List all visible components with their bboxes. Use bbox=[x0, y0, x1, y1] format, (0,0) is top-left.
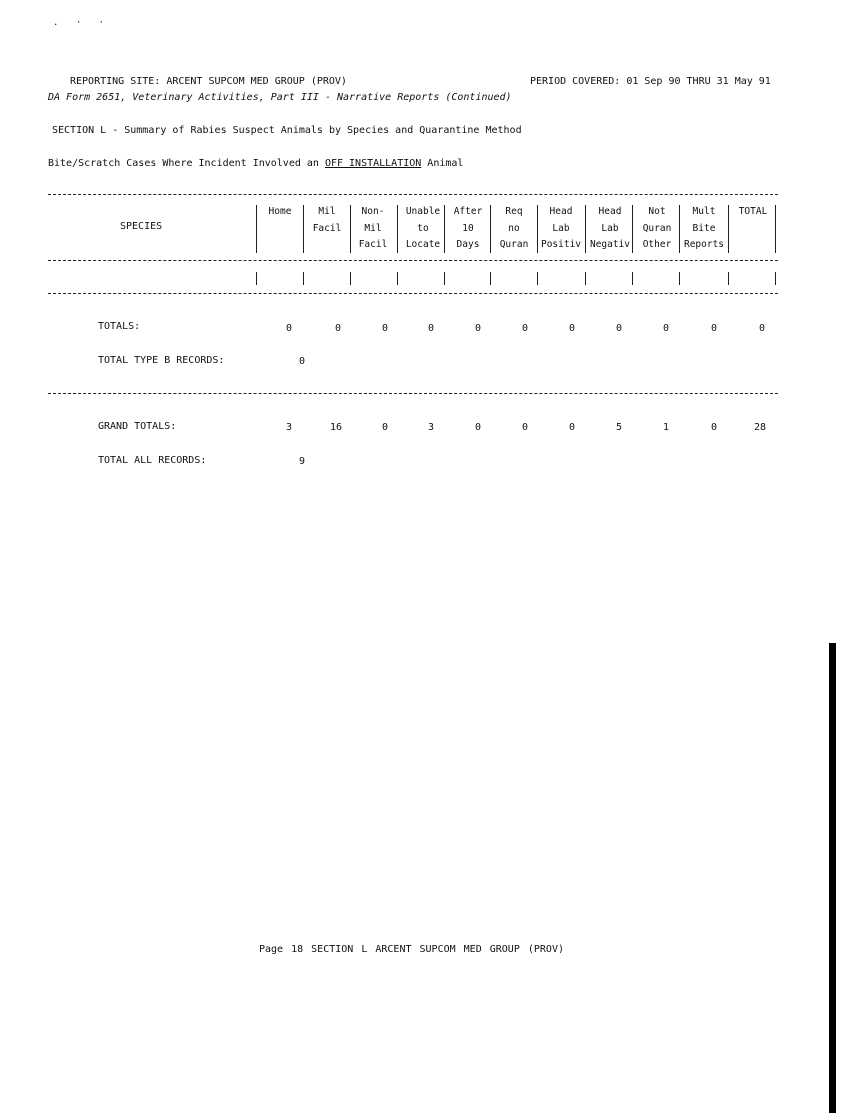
column-separator bbox=[303, 205, 304, 253]
col-home: Home bbox=[268, 206, 292, 217]
row-separator bbox=[350, 272, 351, 285]
grand-after-10-days: 0 bbox=[474, 422, 482, 433]
column-separator bbox=[350, 205, 351, 253]
row-separator bbox=[490, 272, 491, 285]
column-separator bbox=[632, 205, 633, 253]
grand-mult-bite-reports: 0 bbox=[710, 422, 718, 433]
totals-mil-facil: 0 bbox=[334, 323, 342, 334]
totals-req-no-quran: 0 bbox=[521, 323, 529, 334]
col-after-10-days: After 10 Days bbox=[453, 206, 483, 250]
totals-total: 0 bbox=[758, 323, 766, 334]
totals-mult-bite-reports: 0 bbox=[710, 323, 718, 334]
divider-top bbox=[48, 194, 778, 195]
totals-not-quran-other: 0 bbox=[662, 323, 670, 334]
row-separator bbox=[444, 272, 445, 285]
subtitle bbox=[48, 158, 463, 169]
totals-unable-to-locate: 0 bbox=[427, 323, 435, 334]
divider-rows-bottom bbox=[48, 293, 778, 294]
species-header: SPECIES bbox=[120, 221, 163, 232]
grand-mil-facil: 16 bbox=[329, 422, 343, 433]
divider-header-bottom bbox=[48, 260, 778, 261]
grand-home: 3 bbox=[285, 422, 293, 433]
totals-home: 0 bbox=[285, 323, 293, 334]
row-separator bbox=[537, 272, 538, 285]
row-separator bbox=[775, 272, 776, 285]
col-mult-bite-reports: Mult Bite Reports bbox=[683, 206, 725, 250]
row-separator bbox=[728, 272, 729, 285]
col-req-no-quran: Req no Quran bbox=[499, 206, 529, 250]
grand-head-lab-negativ: 5 bbox=[615, 422, 623, 433]
row-separator bbox=[632, 272, 633, 285]
totals-after-10-days: 0 bbox=[474, 323, 482, 334]
col-head-lab-negativ: Head Lab Negativ bbox=[589, 206, 631, 250]
section-title: SECTION L - Summary of Rabies Suspect Animals by Species and Quarantine Method bbox=[52, 125, 522, 136]
col-mil-facil: Mil Facil bbox=[312, 206, 342, 234]
column-separator bbox=[256, 205, 257, 253]
row-separator bbox=[256, 272, 257, 285]
subtitle-underlined: OFF INSTALLATION bbox=[324, 158, 422, 169]
row-separator bbox=[679, 272, 680, 285]
row-separator bbox=[585, 272, 586, 285]
totals-non-mil-facil: 0 bbox=[381, 323, 389, 334]
grand-not-quran-other: 1 bbox=[662, 422, 670, 433]
reporting-site: REPORTING SITE: ARCENT SUPCOM MED GROUP (PROV) bbox=[70, 76, 347, 87]
column-separator bbox=[397, 205, 398, 253]
subtitle-suffix: Animal bbox=[421, 158, 464, 169]
column-separator bbox=[585, 205, 586, 253]
col-not-quran-other: Not Quran Other bbox=[642, 206, 672, 250]
grand-req-no-quran: 0 bbox=[521, 422, 529, 433]
total-all-records-label: TOTAL ALL RECORDS: bbox=[98, 455, 207, 466]
col-unable-to-locate: Unable to Locate bbox=[405, 206, 441, 250]
scan-edge-bar bbox=[829, 643, 836, 1113]
grand-totals-label: GRAND TOTALS: bbox=[98, 421, 177, 432]
period-covered: PERIOD COVERED: 01 Sep 90 THRU 31 May 91 bbox=[530, 76, 771, 87]
form-title: DA Form 2651, Veterinary Activities, Part III - Narrative Reports (Continued) bbox=[48, 92, 512, 103]
divider-grand bbox=[48, 393, 778, 394]
total-type-b-value: 0 bbox=[298, 356, 306, 367]
column-separator bbox=[775, 205, 776, 253]
col-total: TOTAL bbox=[738, 206, 768, 217]
column-separator bbox=[679, 205, 680, 253]
grand-unable-to-locate: 3 bbox=[427, 422, 435, 433]
total-type-b-label: TOTAL TYPE B RECORDS: bbox=[98, 355, 225, 366]
row-separator bbox=[303, 272, 304, 285]
column-separator bbox=[537, 205, 538, 253]
page-footer: Page 18 SECTION L ARCENT SUPCOM MED GROUP (PROV) bbox=[259, 944, 564, 955]
col-non-mil-facil: Non- Mil Facil bbox=[358, 206, 388, 250]
col-head-lab-positiv: Head Lab Positiv bbox=[540, 206, 582, 250]
subtitle-prefix: Bite/Scratch Cases Where Incident Involved an bbox=[48, 158, 325, 169]
column-separator bbox=[444, 205, 445, 253]
totals-head-lab-positiv: 0 bbox=[568, 323, 576, 334]
grand-total: 28 bbox=[753, 422, 767, 433]
total-all-records-value: 9 bbox=[298, 456, 306, 467]
column-separator bbox=[728, 205, 729, 253]
grand-non-mil-facil: 0 bbox=[381, 422, 389, 433]
grand-head-lab-positiv: 0 bbox=[568, 422, 576, 433]
totals-label: TOTALS: bbox=[98, 321, 141, 332]
totals-head-lab-negativ: 0 bbox=[615, 323, 623, 334]
row-separator bbox=[397, 272, 398, 285]
scan-specks: . · · bbox=[53, 18, 111, 28]
column-separator bbox=[490, 205, 491, 253]
